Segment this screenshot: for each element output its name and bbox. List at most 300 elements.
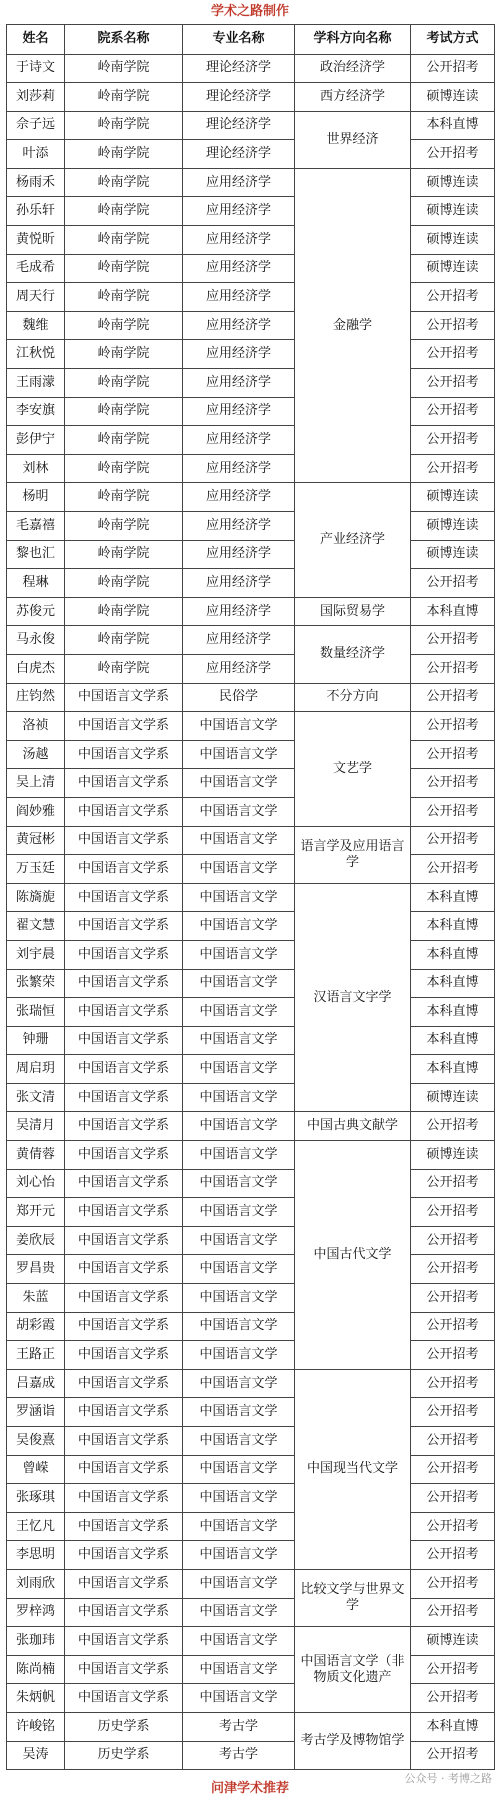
- cell-exam: 本科直博: [411, 1055, 495, 1084]
- cell-dept: 中国语言文学系: [65, 1055, 183, 1084]
- cell-name: 吴俊熹: [7, 1427, 65, 1456]
- cell-exam: 公开招考: [411, 855, 495, 884]
- cell-exam: 公开招考: [411, 626, 495, 655]
- cell-major: 考古学: [183, 1712, 295, 1741]
- cell-major: 中国语言文学: [183, 1627, 295, 1656]
- cell-major: 中国语言文学: [183, 998, 295, 1027]
- cell-dept: 中国语言文学系: [65, 1284, 183, 1313]
- table-row: [7, 1655, 495, 1684]
- table-row: [7, 597, 495, 626]
- cell-name: 朱蓝: [7, 1284, 65, 1313]
- cell-name: 张文清: [7, 1083, 65, 1112]
- cell-dept: 中国语言文学系: [65, 1455, 183, 1484]
- cell-exam: 硕博连读: [411, 1627, 495, 1656]
- cell-exam: 公开招考: [411, 1169, 495, 1198]
- cell-major: 中国语言文学: [183, 769, 295, 798]
- table-row: [7, 1398, 495, 1427]
- cell-major: 中国语言文学: [183, 797, 295, 826]
- cell-dept: 中国语言文学系: [65, 1684, 183, 1713]
- cell-exam: 硕博连读: [411, 197, 495, 226]
- cell-dept: 中国语言文学系: [65, 1627, 183, 1656]
- table-row: [7, 168, 495, 197]
- cell-name: 张瑞恒: [7, 998, 65, 1027]
- cell-exam: 公开招考: [411, 1569, 495, 1598]
- cell-major: 中国语言文学: [183, 969, 295, 998]
- cell-dept: 岭南学院: [65, 226, 183, 255]
- table-row: [7, 540, 495, 569]
- cell-name: 王雨濛: [7, 369, 65, 398]
- table-row: [7, 454, 495, 483]
- cell-exam: 公开招考: [411, 1684, 495, 1713]
- cell-dept: 中国语言文学系: [65, 1569, 183, 1598]
- cell-name: 黎也汇: [7, 540, 65, 569]
- cell-major: 中国语言文学: [183, 1312, 295, 1341]
- cell-dept: 岭南学院: [65, 311, 183, 340]
- cell-major: 中国语言文学: [183, 1455, 295, 1484]
- column-header-dept: 院系名称: [65, 25, 183, 55]
- table-row: [7, 283, 495, 312]
- cell-direction: 中国古典文献学: [295, 1112, 411, 1141]
- cell-name: 毛嘉禧: [7, 512, 65, 541]
- cell-direction: 金融学: [295, 168, 411, 483]
- cell-name: 吕嘉成: [7, 1369, 65, 1398]
- cell-major: 理论经济学: [183, 111, 295, 140]
- cell-exam: 公开招考: [411, 797, 495, 826]
- cell-dept: 中国语言文学系: [65, 683, 183, 712]
- cell-dept: 中国语言文学系: [65, 1512, 183, 1541]
- table-row: [7, 1598, 495, 1627]
- cell-major: 中国语言文学: [183, 1284, 295, 1313]
- cell-dept: 岭南学院: [65, 168, 183, 197]
- cell-exam: 公开招考: [411, 397, 495, 426]
- cell-dept: 中国语言文学系: [65, 1541, 183, 1570]
- cell-name: 刘林: [7, 454, 65, 483]
- cell-major: 应用经济学: [183, 597, 295, 626]
- cell-exam: 本科直博: [411, 998, 495, 1027]
- cell-dept: 岭南学院: [65, 140, 183, 169]
- cell-exam: 公开招考: [411, 1455, 495, 1484]
- cell-name: 李思明: [7, 1541, 65, 1570]
- cell-major: 中国语言文学: [183, 1569, 295, 1598]
- cell-direction: 世界经济: [295, 111, 411, 168]
- table-row: [7, 197, 495, 226]
- cell-direction: 中国语言文学（非物质文化遗产: [295, 1627, 411, 1713]
- table-row: [7, 1369, 495, 1398]
- cell-exam: 硕博连读: [411, 254, 495, 283]
- cell-name: 胡彩霞: [7, 1312, 65, 1341]
- cell-major: 中国语言文学: [183, 712, 295, 741]
- cell-dept: 岭南学院: [65, 283, 183, 312]
- cell-exam: 公开招考: [411, 1512, 495, 1541]
- cell-dept: 中国语言文学系: [65, 1484, 183, 1513]
- table-row: [7, 311, 495, 340]
- cell-dept: 岭南学院: [65, 369, 183, 398]
- cell-dept: 中国语言文学系: [65, 883, 183, 912]
- cell-major: 应用经济学: [183, 340, 295, 369]
- cell-direction: 中国现当代文学: [295, 1369, 411, 1569]
- cell-exam: 本科直博: [411, 969, 495, 998]
- cell-name: 毛成希: [7, 254, 65, 283]
- cell-major: 中国语言文学: [183, 1112, 295, 1141]
- cell-dept: 中国语言文学系: [65, 855, 183, 884]
- table-row: [7, 426, 495, 455]
- cell-major: 中国语言文学: [183, 1226, 295, 1255]
- cell-dept: 中国语言文学系: [65, 797, 183, 826]
- cell-major: 应用经济学: [183, 283, 295, 312]
- table-row: [7, 1083, 495, 1112]
- cell-name: 万玉廷: [7, 855, 65, 884]
- table-row: [7, 969, 495, 998]
- cell-major: 应用经济学: [183, 540, 295, 569]
- cell-direction: 文艺学: [295, 712, 411, 826]
- cell-major: 中国语言文学: [183, 1398, 295, 1427]
- cell-dept: 中国语言文学系: [65, 740, 183, 769]
- cell-major: 中国语言文学: [183, 1484, 295, 1513]
- column-header-major: 专业名称: [183, 25, 295, 55]
- cell-exam: 公开招考: [411, 1284, 495, 1313]
- cell-dept: 中国语言文学系: [65, 998, 183, 1027]
- cell-direction: 产业经济学: [295, 483, 411, 597]
- cell-exam: 公开招考: [411, 1112, 495, 1141]
- cell-exam: 公开招考: [411, 454, 495, 483]
- cell-exam: 公开招考: [411, 712, 495, 741]
- cell-dept: 中国语言文学系: [65, 1112, 183, 1141]
- cell-dept: 岭南学院: [65, 540, 183, 569]
- cell-dept: 中国语言文学系: [65, 1341, 183, 1370]
- cell-exam: 公开招考: [411, 1541, 495, 1570]
- cell-name: 刘莎莉: [7, 83, 65, 112]
- table-row: [7, 226, 495, 255]
- cell-exam: 本科直博: [411, 1026, 495, 1055]
- cell-major: 应用经济学: [183, 254, 295, 283]
- cell-exam: 公开招考: [411, 140, 495, 169]
- cell-major: 中国语言文学: [183, 826, 295, 855]
- cell-name: 钟珊: [7, 1026, 65, 1055]
- cell-major: 中国语言文学: [183, 1684, 295, 1713]
- cell-major: 应用经济学: [183, 626, 295, 655]
- cell-major: 中国语言文学: [183, 1427, 295, 1456]
- cell-name: 魏维: [7, 311, 65, 340]
- cell-exam: 硕博连读: [411, 1083, 495, 1112]
- table-row: [7, 512, 495, 541]
- cell-major: 应用经济学: [183, 369, 295, 398]
- cell-name: 程琳: [7, 569, 65, 598]
- table-row: [7, 254, 495, 283]
- table-row: [7, 1198, 495, 1227]
- cell-direction: 中国古代文学: [295, 1141, 411, 1370]
- table-row: [7, 483, 495, 512]
- cell-exam: 公开招考: [411, 1427, 495, 1456]
- admission-table: [6, 24, 495, 1770]
- cell-major: 应用经济学: [183, 454, 295, 483]
- column-header-exam: 考试方式: [411, 25, 495, 55]
- cell-dept: 岭南学院: [65, 483, 183, 512]
- table-row: [7, 1026, 495, 1055]
- cell-major: 中国语言文学: [183, 1512, 295, 1541]
- cell-exam: 本科直博: [411, 1712, 495, 1741]
- cell-major: 应用经济学: [183, 168, 295, 197]
- table-row: [7, 1141, 495, 1170]
- table-row: [7, 1312, 495, 1341]
- cell-major: 中国语言文学: [183, 912, 295, 941]
- watermark: 公众号 · 考博之路: [404, 1772, 492, 1785]
- cell-dept: 岭南学院: [65, 569, 183, 598]
- cell-dept: 中国语言文学系: [65, 1141, 183, 1170]
- cell-dept: 中国语言文学系: [65, 1198, 183, 1227]
- cell-name: 张琢琪: [7, 1484, 65, 1513]
- cell-dept: 岭南学院: [65, 654, 183, 683]
- cell-exam: 本科直博: [411, 912, 495, 941]
- table-row: [7, 998, 495, 1027]
- table-row: [7, 140, 495, 169]
- cell-dept: 岭南学院: [65, 254, 183, 283]
- table-row: [7, 626, 495, 655]
- cell-major: 中国语言文学: [183, 940, 295, 969]
- cell-name: 吴涛: [7, 1741, 65, 1770]
- cell-exam: 公开招考: [411, 569, 495, 598]
- cell-major: 中国语言文学: [183, 1026, 295, 1055]
- cell-dept: 历史学系: [65, 1712, 183, 1741]
- cell-dept: 中国语言文学系: [65, 769, 183, 798]
- cell-exam: 硕博连读: [411, 226, 495, 255]
- table-row: [7, 369, 495, 398]
- table-row: [7, 83, 495, 112]
- cell-exam: 本科直博: [411, 597, 495, 626]
- cell-exam: 硕博连读: [411, 483, 495, 512]
- cell-dept: 中国语言文学系: [65, 1169, 183, 1198]
- cell-name: 罗涵诣: [7, 1398, 65, 1427]
- cell-direction: 国际贸易学: [295, 597, 411, 626]
- table-row: [7, 1541, 495, 1570]
- table-row: [7, 940, 495, 969]
- table-row: [7, 1055, 495, 1084]
- cell-name: 张珈玮: [7, 1627, 65, 1656]
- cell-name: 苏俊元: [7, 597, 65, 626]
- cell-dept: 中国语言文学系: [65, 969, 183, 998]
- cell-dept: 岭南学院: [65, 597, 183, 626]
- cell-exam: 公开招考: [411, 769, 495, 798]
- cell-name: 叶添: [7, 140, 65, 169]
- cell-name: 汤越: [7, 740, 65, 769]
- table-row: [7, 1284, 495, 1313]
- cell-exam: 硕博连读: [411, 1141, 495, 1170]
- cell-name: 翟文慧: [7, 912, 65, 941]
- cell-name: 朱炳帆: [7, 1684, 65, 1713]
- cell-major: 应用经济学: [183, 654, 295, 683]
- table-row: [7, 883, 495, 912]
- cell-major: 中国语言文学: [183, 740, 295, 769]
- cell-dept: 中国语言文学系: [65, 940, 183, 969]
- cell-major: 应用经济学: [183, 569, 295, 598]
- cell-dept: 中国语言文学系: [65, 1083, 183, 1112]
- cell-major: 中国语言文学: [183, 1598, 295, 1627]
- cell-exam: 公开招考: [411, 1655, 495, 1684]
- cell-exam: 公开招考: [411, 1484, 495, 1513]
- cell-direction: 考古学及博物馆学: [295, 1712, 411, 1769]
- footer-title: 问津学术推荐: [210, 1781, 289, 1796]
- table-row: [7, 1427, 495, 1456]
- table-row: [7, 1112, 495, 1141]
- cell-exam: 公开招考: [411, 1198, 495, 1227]
- cell-major: 中国语言文学: [183, 1369, 295, 1398]
- cell-major: 理论经济学: [183, 140, 295, 169]
- cell-exam: 公开招考: [411, 369, 495, 398]
- cell-major: 中国语言文学: [183, 1083, 295, 1112]
- cell-exam: 公开招考: [411, 1341, 495, 1370]
- table-body: [7, 54, 495, 1770]
- cell-major: 中国语言文学: [183, 1341, 295, 1370]
- cell-dept: 中国语言文学系: [65, 1255, 183, 1284]
- cell-major: 民俗学: [183, 683, 295, 712]
- cell-major: 应用经济学: [183, 397, 295, 426]
- cell-name: 阎妙雅: [7, 797, 65, 826]
- cell-name: 李安旗: [7, 397, 65, 426]
- cell-exam: 本科直博: [411, 883, 495, 912]
- table-row: [7, 1169, 495, 1198]
- cell-direction: 西方经济学: [295, 83, 411, 112]
- cell-exam: 公开招考: [411, 740, 495, 769]
- cell-exam: 公开招考: [411, 54, 495, 83]
- cell-name: 白虎杰: [7, 654, 65, 683]
- table-row: [7, 1569, 495, 1598]
- cell-dept: 中国语言文学系: [65, 1427, 183, 1456]
- cell-name: 于诗文: [7, 54, 65, 83]
- cell-exam: 公开招考: [411, 1255, 495, 1284]
- cell-major: 应用经济学: [183, 426, 295, 455]
- table-row: [7, 797, 495, 826]
- cell-name: 郑开元: [7, 1198, 65, 1227]
- cell-dept: 岭南学院: [65, 512, 183, 541]
- cell-exam: 硕博连读: [411, 540, 495, 569]
- cell-name: 黄冠彬: [7, 826, 65, 855]
- cell-dept: 岭南学院: [65, 83, 183, 112]
- cell-name: 江秋悦: [7, 340, 65, 369]
- cell-name: 刘宇晨: [7, 940, 65, 969]
- cell-major: 应用经济学: [183, 226, 295, 255]
- cell-dept: 岭南学院: [65, 626, 183, 655]
- cell-major: 理论经济学: [183, 54, 295, 83]
- table-row: [7, 1712, 495, 1741]
- cell-name: 陈尚楠: [7, 1655, 65, 1684]
- cell-exam: 公开招考: [411, 1312, 495, 1341]
- cell-dept: 中国语言文学系: [65, 1312, 183, 1341]
- table-row: [7, 740, 495, 769]
- cell-name: 姜欣辰: [7, 1226, 65, 1255]
- table-row: [7, 111, 495, 140]
- cell-exam: 公开招考: [411, 426, 495, 455]
- table-header-row: [7, 25, 495, 55]
- cell-name: 洛祯: [7, 712, 65, 741]
- cell-dept: 岭南学院: [65, 197, 183, 226]
- table-row: [7, 569, 495, 598]
- cell-major: 应用经济学: [183, 197, 295, 226]
- cell-exam: 公开招考: [411, 826, 495, 855]
- cell-exam: 本科直博: [411, 111, 495, 140]
- cell-dept: 中国语言文学系: [65, 1026, 183, 1055]
- cell-name: 周启玥: [7, 1055, 65, 1084]
- cell-name: 罗梓鸿: [7, 1598, 65, 1627]
- cell-major: 应用经济学: [183, 311, 295, 340]
- table-row: [7, 1255, 495, 1284]
- cell-dept: 中国语言文学系: [65, 1398, 183, 1427]
- cell-dept: 中国语言文学系: [65, 912, 183, 941]
- cell-dept: 岭南学院: [65, 111, 183, 140]
- cell-exam: 公开招考: [411, 1741, 495, 1770]
- table-row: [7, 340, 495, 369]
- cell-exam: 硕博连读: [411, 168, 495, 197]
- cell-exam: 公开招考: [411, 683, 495, 712]
- cell-exam: 本科直博: [411, 940, 495, 969]
- cell-major: 中国语言文学: [183, 883, 295, 912]
- cell-exam: 公开招考: [411, 1226, 495, 1255]
- table-row: [7, 1741, 495, 1770]
- table-row: [7, 683, 495, 712]
- cell-name: 吴清月: [7, 1112, 65, 1141]
- cell-exam: 公开招考: [411, 311, 495, 340]
- cell-name: 罗昌贵: [7, 1255, 65, 1284]
- cell-major: 中国语言文学: [183, 1055, 295, 1084]
- cell-major: 理论经济学: [183, 83, 295, 112]
- cell-dept: 中国语言文学系: [65, 1655, 183, 1684]
- cell-major: 应用经济学: [183, 483, 295, 512]
- cell-dept: 岭南学院: [65, 340, 183, 369]
- cell-name: 刘雨欣: [7, 1569, 65, 1598]
- cell-major: 考古学: [183, 1741, 295, 1770]
- cell-name: 陈旖旎: [7, 883, 65, 912]
- table-row: [7, 826, 495, 855]
- table-row: [7, 1341, 495, 1370]
- cell-name: 刘心怡: [7, 1169, 65, 1198]
- cell-major: 中国语言文学: [183, 1655, 295, 1684]
- table-row: [7, 1512, 495, 1541]
- table-row: [7, 1226, 495, 1255]
- cell-dept: 岭南学院: [65, 426, 183, 455]
- cell-exam: 硕博连读: [411, 512, 495, 541]
- cell-major: 中国语言文学: [183, 855, 295, 884]
- cell-name: 佘子远: [7, 111, 65, 140]
- table-row: [7, 397, 495, 426]
- cell-exam: 公开招考: [411, 283, 495, 312]
- cell-dept: 中国语言文学系: [65, 712, 183, 741]
- cell-major: 中国语言文学: [183, 1255, 295, 1284]
- cell-name: 张繁荣: [7, 969, 65, 998]
- cell-exam: 公开招考: [411, 1598, 495, 1627]
- cell-name: 庄钧然: [7, 683, 65, 712]
- header-title: 学术之路制作: [210, 4, 289, 19]
- cell-dept: 岭南学院: [65, 454, 183, 483]
- cell-exam: 公开招考: [411, 1369, 495, 1398]
- table-row: [7, 855, 495, 884]
- cell-major: 中国语言文学: [183, 1169, 295, 1198]
- cell-direction: 语言学及应用语言学: [295, 826, 411, 883]
- cell-dept: 中国语言文学系: [65, 826, 183, 855]
- cell-name: 周天行: [7, 283, 65, 312]
- cell-direction: 汉语言文字学: [295, 883, 411, 1112]
- column-header-name: 姓名: [7, 25, 65, 55]
- column-header-direction: 学科方向名称: [295, 25, 411, 55]
- cell-dept: 岭南学院: [65, 397, 183, 426]
- table-row: [7, 912, 495, 941]
- cell-name: 许峻铭: [7, 1712, 65, 1741]
- cell-major: 应用经济学: [183, 512, 295, 541]
- cell-name: 王路正: [7, 1341, 65, 1370]
- cell-name: 杨雨禾: [7, 168, 65, 197]
- cell-direction: 比较文学与世界文学: [295, 1569, 411, 1626]
- table-row: [7, 1627, 495, 1656]
- table-row: [7, 712, 495, 741]
- cell-direction: 不分方向: [295, 683, 411, 712]
- table-row: [7, 1484, 495, 1513]
